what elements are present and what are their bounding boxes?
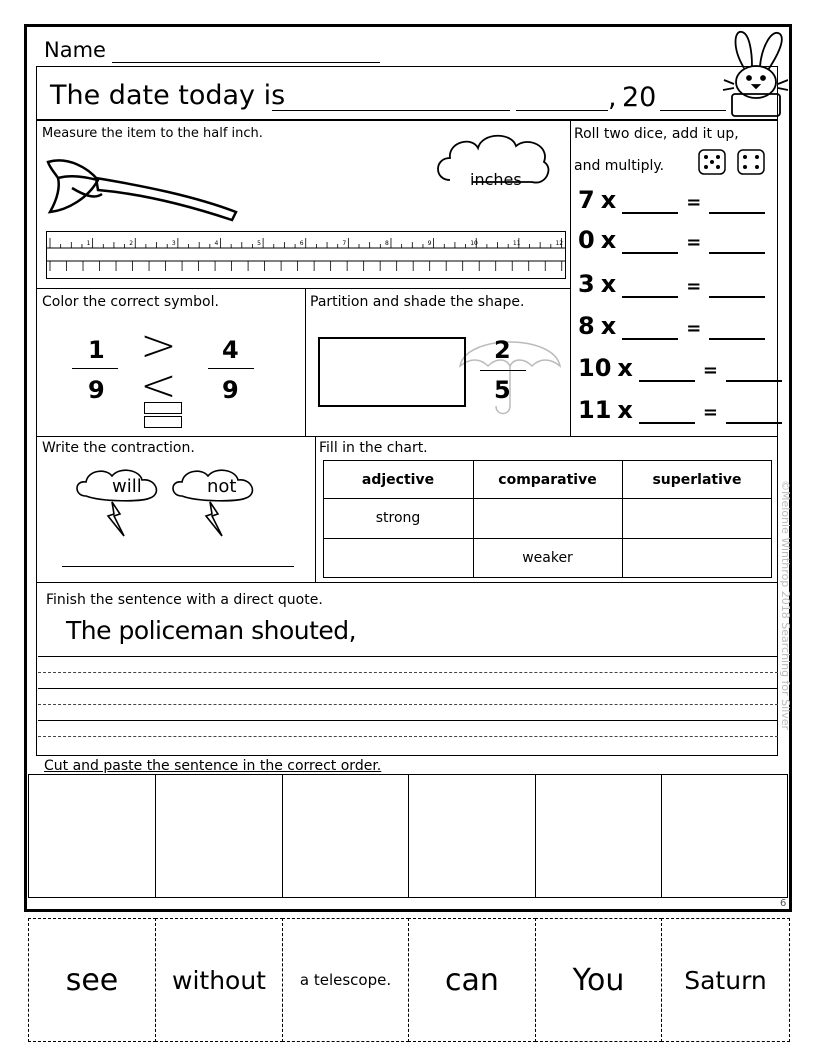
contraction-word-2: not (207, 476, 237, 497)
dice-factor: 0 (578, 226, 595, 254)
quote-prompt: Finish the sentence with a direct quote. (46, 592, 323, 608)
divider-measure (36, 288, 570, 289)
writing-line (38, 720, 778, 721)
page-number: 6 (780, 898, 787, 909)
equal-symbol-top[interactable] (144, 402, 182, 414)
ruler-inch-label: 6 (299, 240, 304, 247)
date-prefix: The date today is (50, 80, 286, 111)
storm-clouds-icon (72, 466, 272, 542)
cut-word-card[interactable]: can (408, 918, 536, 1042)
equals-sign: = (686, 276, 702, 297)
dice-product-blank[interactable] (726, 398, 782, 424)
symbol-prompt: Color the correct symbol. (42, 294, 219, 310)
copyright-container (778, 480, 798, 780)
dice-sum-blank[interactable] (639, 356, 695, 382)
divider-quote (36, 582, 778, 583)
dice-prompt-line1: Roll two dice, add it up, (574, 126, 739, 142)
measure-prompt: Measure the item to the half inch. (42, 126, 263, 141)
date-comma: , (608, 82, 617, 113)
ruler-inch-label: 2 (129, 240, 134, 247)
dice-product-blank[interactable] (709, 272, 765, 298)
paste-slot-divider (155, 774, 156, 898)
cut-paste-prompt: Cut and paste the sentence in the correct order. (44, 758, 382, 774)
dice-sum-blank[interactable] (622, 228, 678, 254)
ruler-inch-label: 5 (257, 240, 261, 247)
date-day-blank[interactable] (516, 110, 608, 111)
name-line (112, 62, 380, 63)
contraction-word-1: will (112, 476, 142, 497)
equals-sign: = (686, 192, 702, 213)
dice-product-blank[interactable] (709, 314, 765, 340)
copyright-text: ©Melonie Winthrop 2018 Searching for Silver (779, 480, 792, 731)
ruler-inch-label: 11 (512, 240, 521, 247)
ruler (46, 231, 566, 279)
multiply-sign: x (600, 226, 617, 254)
partition-prompt: Partition and shade the shape. (310, 294, 525, 310)
dice-product-blank[interactable] (709, 188, 765, 214)
dice-sum-blank[interactable] (639, 398, 695, 424)
writing-line (38, 688, 778, 689)
chart-prompt: Fill in the chart. (319, 440, 428, 456)
ruler-inch-label: 1 (86, 240, 91, 247)
less-than-symbol[interactable]: < (140, 360, 177, 411)
right-fraction-bar (208, 368, 254, 369)
multiply-sign: x (600, 186, 617, 214)
chart-cell-strong: strong (375, 510, 421, 526)
divider-contraction (315, 436, 316, 582)
dice-prompt-line2: and multiply. (574, 158, 665, 174)
chart-row-2 (323, 538, 772, 539)
equals-sign: = (702, 402, 718, 423)
multiply-sign: x (617, 396, 633, 424)
writing-midline (38, 736, 778, 737)
left-fraction-bar (72, 368, 118, 369)
chart-header-superlative: superlative (652, 472, 742, 488)
dice-product-blank[interactable] (726, 356, 782, 382)
partition-rectangle[interactable] (318, 337, 466, 407)
tulip-icon (44, 150, 244, 230)
ruler-inch-label: 7 (342, 240, 347, 247)
dice-row (578, 312, 765, 340)
equals-sign: = (686, 318, 702, 339)
equals-sign: = (702, 360, 718, 381)
right-numerator: 4 (222, 336, 239, 364)
partition-numerator: 2 (494, 336, 511, 364)
contraction-prompt: Write the contraction. (42, 440, 195, 456)
ruler-inch-label: 3 (171, 240, 176, 247)
paste-slot-divider (282, 774, 283, 898)
dice-factor: 10 (578, 354, 612, 382)
equal-symbol-bottom[interactable] (144, 416, 182, 428)
divider-symbol (305, 288, 306, 436)
cut-word-card[interactable]: Saturn (661, 918, 790, 1042)
dice-row (578, 354, 782, 382)
chart-header-adjective: adjective (361, 472, 435, 488)
left-numerator: 1 (88, 336, 105, 364)
paste-slot-divider (408, 774, 409, 898)
ruler-inch-label: 4 (214, 240, 219, 247)
cut-word-card[interactable]: You (535, 918, 662, 1042)
dice-factor: 8 (578, 312, 595, 340)
writing-midline (38, 704, 778, 705)
multiply-sign: x (600, 312, 617, 340)
chart-cell-weaker: weaker (522, 550, 573, 566)
partition-denominator: 5 (494, 376, 511, 404)
cut-word-card[interactable]: see (28, 918, 156, 1042)
contraction-answer-line[interactable] (62, 566, 294, 567)
ruler-inch-label: 10 (470, 240, 478, 247)
dice-factor: 3 (578, 270, 595, 298)
divider-dice (570, 120, 571, 436)
equals-sign: = (686, 232, 702, 253)
dice-factor: 11 (578, 396, 612, 424)
chart-row-1 (323, 498, 772, 499)
divider-middle (36, 436, 778, 437)
dice-row (578, 270, 765, 298)
right-denominator: 9 (222, 376, 239, 404)
ruler-inch-label: 12 (555, 240, 564, 247)
ruler-inch-label: 9 (427, 240, 432, 247)
writing-line (38, 656, 778, 657)
multiply-sign: x (617, 354, 633, 382)
dice-sum-blank[interactable] (622, 188, 678, 214)
date-year-prefix: 20 (622, 82, 657, 113)
writing-midline (38, 672, 778, 673)
partition-fraction-bar (480, 370, 526, 371)
date-year-blank[interactable] (660, 110, 726, 111)
paste-slot-divider (535, 774, 536, 898)
name-label: Name (44, 38, 106, 62)
dice-factor: 7 (578, 186, 595, 214)
chart-header-comparative: comparative (498, 472, 597, 488)
date-month-blank[interactable] (272, 110, 510, 111)
cut-word-card[interactable]: a telescope. (282, 918, 409, 1042)
paste-slot-divider (661, 774, 662, 898)
ruler-inch-label: 8 (384, 240, 389, 247)
dice-row (578, 396, 782, 424)
inches-label: inches (470, 170, 522, 189)
dice-sum-blank[interactable] (622, 314, 678, 340)
dice-row (578, 186, 765, 214)
multiply-sign: x (600, 270, 617, 298)
greater-than-symbol[interactable]: > (140, 320, 177, 371)
left-denominator: 9 (88, 376, 105, 404)
dice-sum-blank[interactable] (622, 272, 678, 298)
cut-word-card[interactable]: without (155, 918, 283, 1042)
quote-starter: The policeman shouted, (66, 616, 357, 645)
dice-product-blank[interactable] (709, 228, 765, 254)
dice-row (578, 226, 765, 254)
dice-icon (696, 146, 772, 178)
